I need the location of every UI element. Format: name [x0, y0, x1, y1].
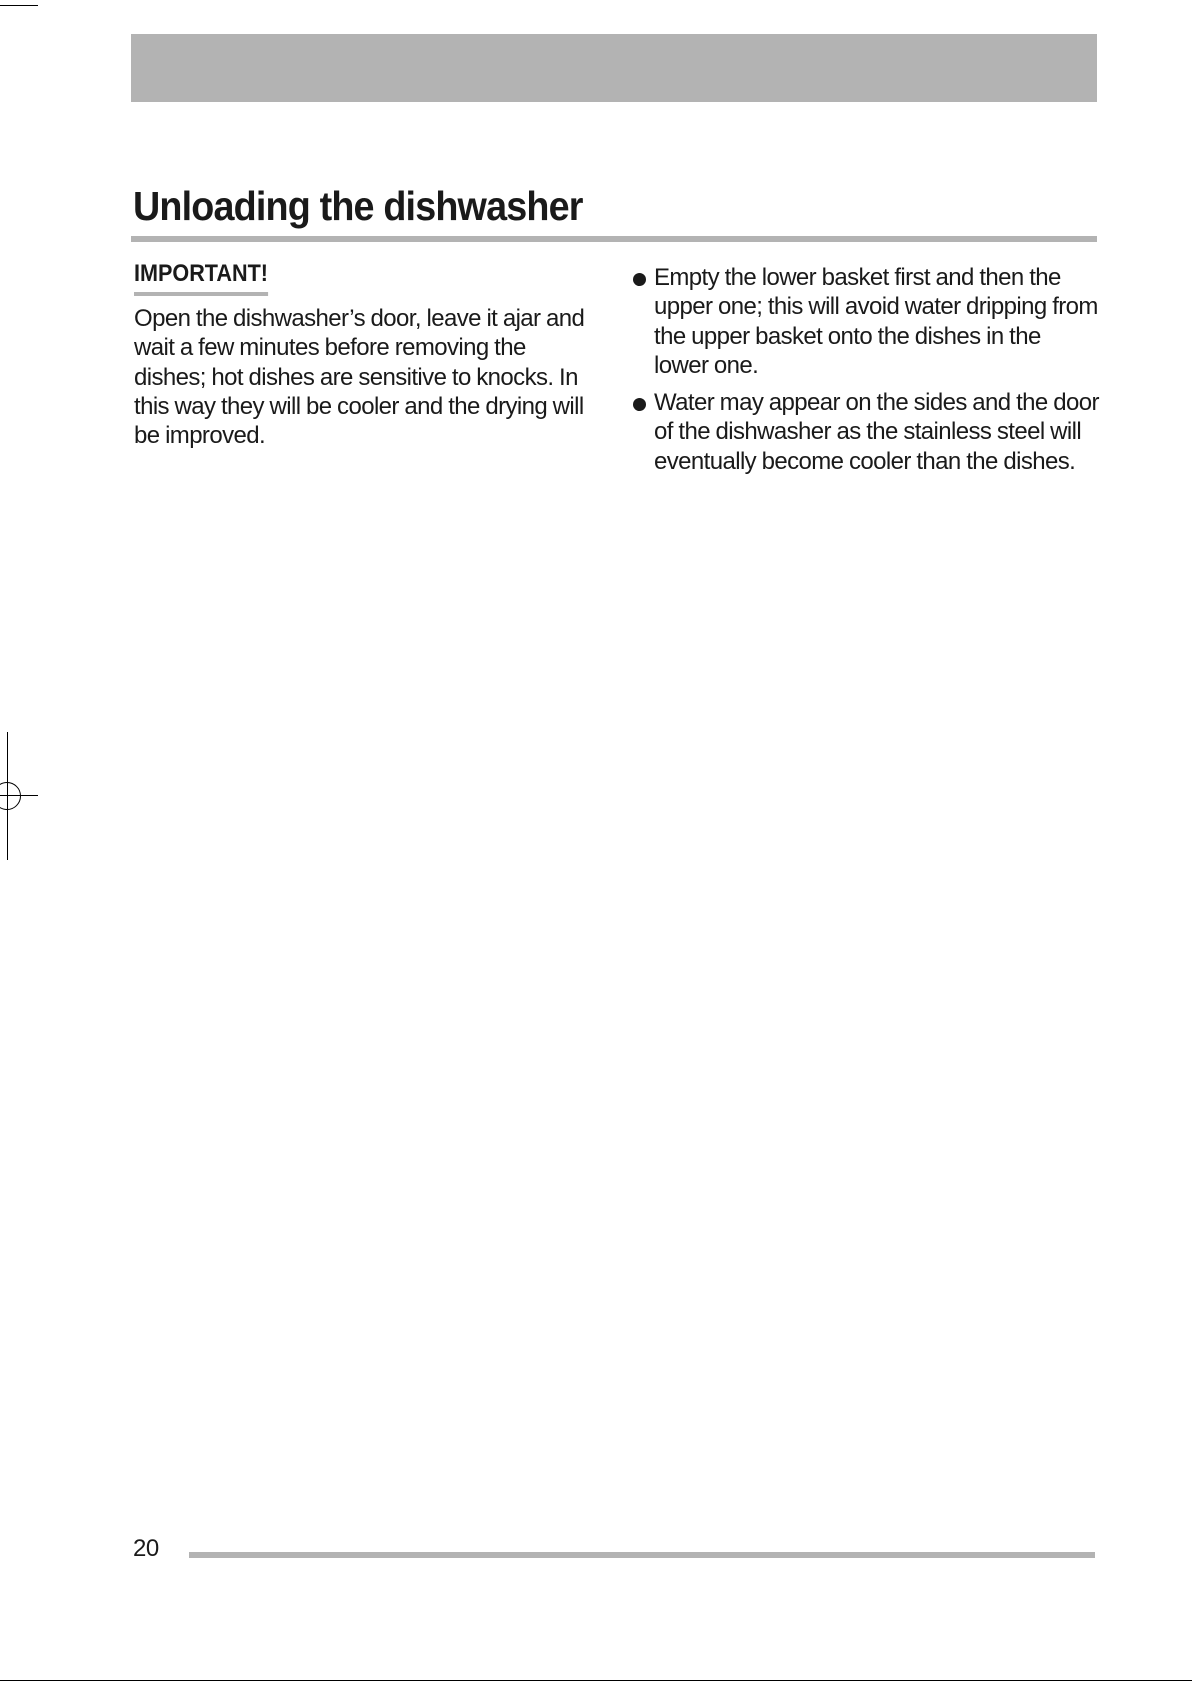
bullet-icon — [633, 273, 646, 286]
list-item — [630, 388, 1100, 476]
bullet-icon — [633, 398, 646, 411]
tips-section — [630, 263, 1100, 484]
title-rule — [131, 236, 1097, 242]
header-band — [131, 34, 1097, 102]
bullet-list — [630, 263, 1100, 476]
bullet-text: Empty the lower basket first and then the upper one; this will avoid water dripping from the upper basket onto the dishes in the lower one. — [654, 264, 1098, 379]
bullet-text: Water may appear on the sides and the door of the dishwasher as the stainless steel will eventually become cooler than the dishes. — [654, 389, 1099, 475]
registration-mark-circle — [0, 782, 21, 810]
important-label: IMPORTANT! — [134, 258, 268, 296]
footer-rule — [189, 1552, 1095, 1558]
list-item — [630, 263, 1100, 380]
page-title: Unloading the dishwasher — [133, 183, 583, 229]
crop-mark-top-left — [0, 5, 38, 6]
crop-mark-bottom-left — [0, 1680, 1192, 1681]
page-number: 20 — [133, 1535, 159, 1562]
important-text: Open the dishwasher’s door, leave it ajar and wait a few minutes before removing the dishes; hot dishes are sensitive to knocks. In this way they will be cooler and the drying will be improved. — [134, 305, 585, 450]
important-section — [134, 258, 599, 450]
